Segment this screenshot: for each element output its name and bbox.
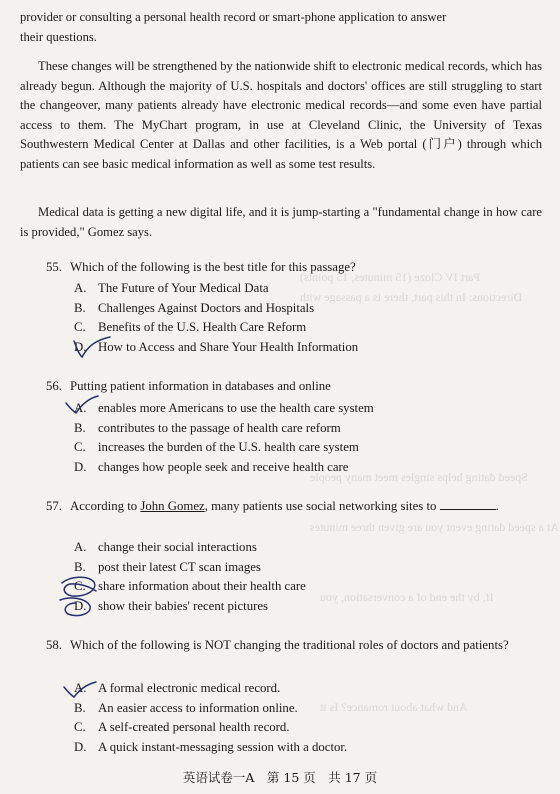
page-footer: 英语试卷一A 第 15 页 共 17 页 <box>182 770 378 785</box>
option-text: contributes to the passage of health care reform <box>98 420 341 435</box>
option[interactable] <box>74 279 514 299</box>
options-56 <box>74 399 514 477</box>
option-letter: D. <box>74 339 87 354</box>
option-text: change their social interactions <box>98 540 257 554</box>
answer-blank <box>440 497 496 510</box>
bleed-through-text: If, by the end of a conversation, you <box>320 590 494 604</box>
option[interactable] <box>74 318 514 338</box>
passage-line: their questions. <box>20 29 97 44</box>
option-letter: B. <box>74 300 86 315</box>
option-letter: D. <box>74 739 87 754</box>
option-text: increases the burden of the U.S. health care system <box>98 440 359 454</box>
bleed-through-text: Speed dating helps singles meet many people <box>310 470 528 484</box>
option-text: A self-created personal health record. <box>98 720 290 734</box>
question-number: 55. <box>46 260 62 274</box>
option-text: changes how people seek and receive health care <box>98 459 349 474</box>
option-text: How to Access and Share Your Health Information <box>98 339 359 354</box>
option-letter: D. <box>74 459 87 474</box>
option-letter: B. <box>74 420 86 435</box>
option-text: post their latest CT scan images <box>98 559 261 574</box>
bleed-through-text: Directions: In this part, there is a passage with <box>300 290 523 304</box>
options-55 <box>74 279 514 357</box>
options-58 <box>74 679 514 757</box>
option[interactable] <box>74 399 514 419</box>
option[interactable] <box>74 699 514 719</box>
option[interactable] <box>74 438 514 458</box>
question-55 <box>46 258 536 278</box>
question-56 <box>46 377 536 397</box>
option-text: share information about their health care <box>98 579 306 593</box>
option-text: Challenges Against Doctors and Hospitals <box>98 300 315 315</box>
option[interactable] <box>74 679 514 699</box>
passage-continuation <box>20 8 542 47</box>
option-letter: B. <box>74 559 86 574</box>
option[interactable] <box>74 458 514 478</box>
option-letter: B. <box>74 700 86 715</box>
question-stem: , many patients use social networking sites to <box>204 499 437 513</box>
option[interactable] <box>74 577 514 597</box>
option[interactable] <box>74 738 514 758</box>
option[interactable] <box>74 338 514 358</box>
option-text: A formal electronic medical record. <box>98 681 281 695</box>
option[interactable] <box>74 597 514 617</box>
question-stem: Which of the following is NOT changing the traditional roles of doctors and patients? <box>70 638 509 652</box>
option[interactable] <box>74 538 514 558</box>
option[interactable] <box>74 718 514 738</box>
option-text: show their babies' recent pictures <box>98 598 269 613</box>
question-stem: According to <box>70 499 138 513</box>
option-letter: A. <box>74 540 87 554</box>
option-text: The Future of Your Medical Data <box>98 281 269 295</box>
question-58 <box>46 636 536 656</box>
question-57: 57. According to John Gomez, many patients use social networking sites to . <box>46 497 536 517</box>
option-letter: A. <box>74 681 87 695</box>
option[interactable] <box>74 419 514 439</box>
option[interactable] <box>74 558 514 578</box>
question-stem-name: John Gomez <box>140 499 205 513</box>
option-text: A quick instant-messaging session with a doctor. <box>98 739 348 754</box>
option-letter: C. <box>74 320 86 334</box>
option-letter: D. <box>74 598 87 613</box>
bleed-through-text: And what about romance? Is it <box>320 700 468 714</box>
option-letter: A. <box>74 401 87 415</box>
options-57 <box>74 538 514 616</box>
passage-paragraph: These changes will be strengthened by the nationwide shift to electronic medical records, which has already begun. Although the majority of U.S. hospitals and doctors' offices are still struggling to start the changeover, many patients already have electronic medical records—and some even have partial access to them. The MyChart program, in use at Cleveland Clinic, the University of Texas Southwestern Medical Center at Dallas and other facilities, is a Web portal (门户) through which patients can see basic medical information as well as some test results. <box>20 59 542 171</box>
question-number: 58. <box>46 638 62 652</box>
option-text: enables more Americans to use the health care system <box>98 401 374 415</box>
option-letter: C. <box>74 720 86 734</box>
option-letter: C. <box>74 440 86 454</box>
option-letter: A. <box>74 281 87 295</box>
question-number: 57. <box>46 499 62 513</box>
option[interactable] <box>74 299 514 319</box>
question-stem: Putting patient information in databases and online <box>70 379 331 393</box>
passage-line: provider or consulting a personal health record or smart-phone application to answer <box>20 10 447 24</box>
option-text: An easier access to information online. <box>98 700 298 715</box>
option-letter: C. <box>74 579 86 593</box>
question-number: 56. <box>46 379 62 393</box>
passage-paragraph: Medical data is getting a new digital life, and it is jump-starting a "fundamental change in how care is provided," Gomez says. <box>20 205 542 239</box>
bleed-through-text: At a speed dating event you are given three minutes <box>310 520 559 534</box>
bleed-through-text: Part IV Cloze (15 minutes, 15 points) <box>300 270 481 284</box>
question-stem: Which of the following is the best title for this passage? <box>70 260 356 274</box>
option-text: Benefits of the U.S. Health Care Reform <box>98 320 307 334</box>
